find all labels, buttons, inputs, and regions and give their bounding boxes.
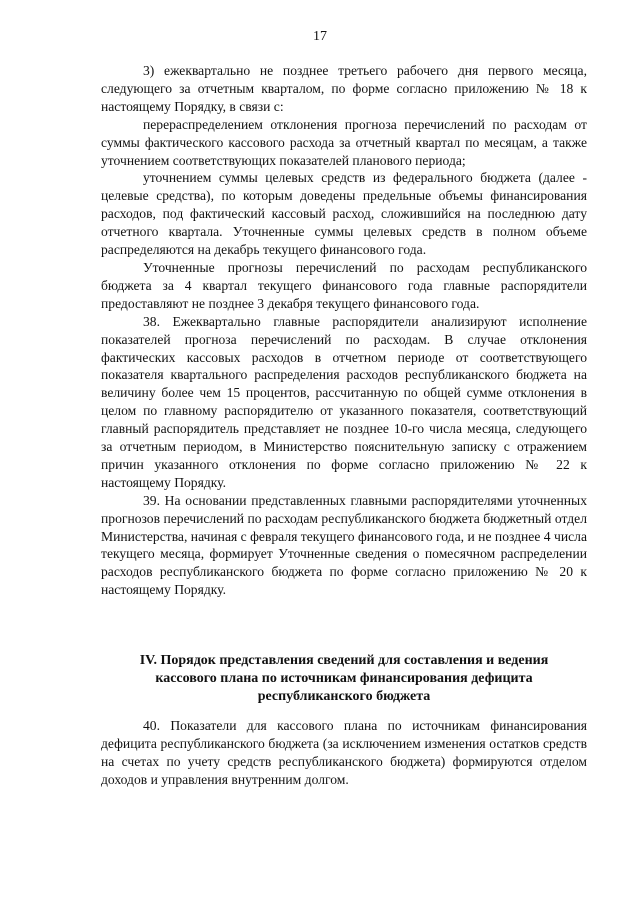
section-heading-line-2: кассового плана по источникам финансирования дефицита [155, 671, 533, 686]
paragraph-q4-forecasts: Уточненные прогнозы перечислений по расходам республиканского бюджета за 4 квартал текущего финансового года главные распорядители предоставляют не позднее 3 декабря текущего финансового года. [101, 259, 587, 311]
section-heading [101, 652, 587, 706]
paragraph-item-3: 3) ежеквартально не позднее третьего рабочего дня первого месяца, следующего за отчетным кварталом, по форме согласно приложению № 18 к настоящему Порядку, в связи с: [101, 63, 587, 114]
paragraph-redistribution: перераспределением отклонения прогноза перечислений по расходам от суммы фактического кассового расхода за отчетный квартал по месяцам, а также уточнением соответствующих показателей планового периода; [101, 116, 587, 168]
section-body [101, 717, 587, 789]
body-text [101, 62, 587, 599]
paragraph-39: 39. На основании представленных главными распорядителями уточненных прогнозов перечислений по расходам республиканского бюджета бюджетный отдел Министерства, начиная с февраля текущего финансового года, и не позднее 4 числа текущего месяца, формирует Уточненные сведения о помесячном распределении расходов республиканского бюджета по форме согласно приложению № 20 к настоящему Порядку. [101, 492, 587, 598]
paragraph-target-funds: уточнением суммы целевых средств из федерального бюджета (далее - целевые средства), по которым доведены предельные объемы финансирования расходов, под фактический кассовый расход, сложившийся на последнюю дату отчетного квартала. Уточненные суммы целевых средств в полном объеме распределяются на декабрь текущего финансового года. [101, 170, 587, 258]
page-number: 17 [313, 29, 327, 44]
section-heading-line-3: республиканского бюджета [257, 689, 431, 704]
section-heading-line-1: IV. Порядок представления сведений для составления и ведения [139, 653, 549, 668]
paragraph-38: 38. Ежеквартально главные распорядители анализируют исполнение показателей прогноза перечислений по расходам. В случае отклонения фактических кассовых расходов в отчетном периоде от соответствующего показателя квартального распределения расходов республиканского бюджета на величину более чем 15 процентов, рассчитанную по общей сумме отклонения в целом по главному распорядителю от указанного показателя, соответствующий главный распорядитель представляет не позднее 10-го числа месяца, следующего за отчетным периодом, в Министерство пояснительную записку с отражением причин указанного отклонения по форме согласно приложению № 22 к настоящему Порядку. [101, 313, 587, 490]
paragraph-40: 40. Показатели для кассового плана по источникам финансирования дефицита республиканского бюджета (за исключением изменения остатков средств на счетах по учету средств республиканского бюджета) формируются отделом доходов и управления внутренним долгом. [101, 718, 587, 787]
